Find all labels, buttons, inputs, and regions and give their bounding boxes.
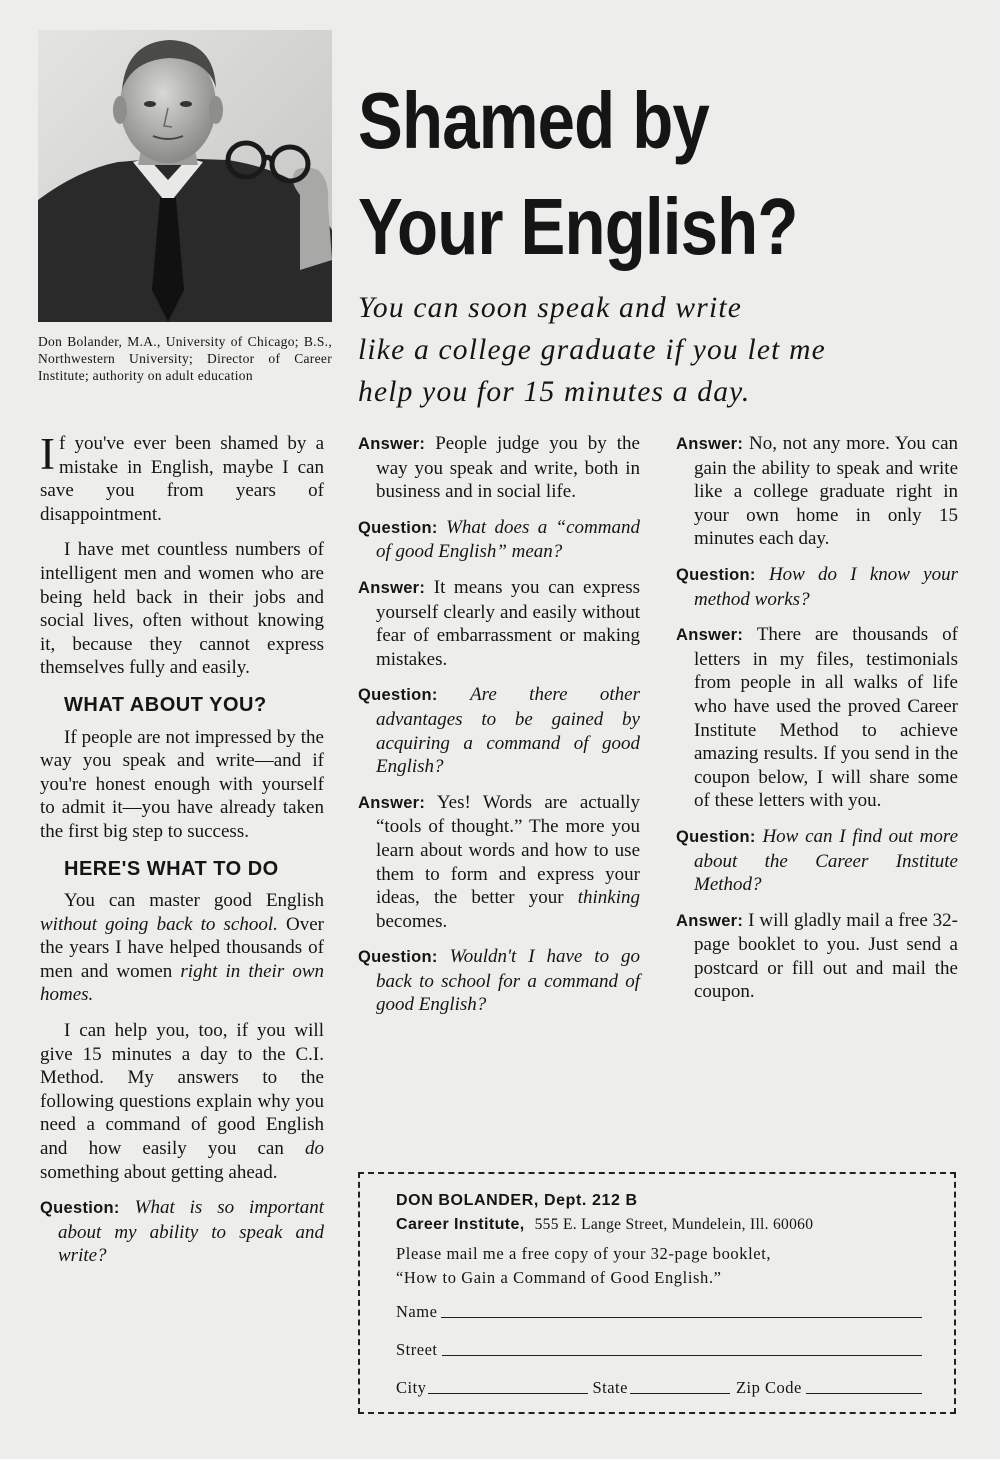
p5-italic-b: do <box>305 1138 324 1160</box>
drop-cap: I <box>40 429 55 479</box>
question-label: Question: <box>676 565 756 584</box>
paragraph-5 <box>40 1019 324 1184</box>
body-column-2 <box>358 432 640 1029</box>
mail-coupon <box>358 1172 956 1414</box>
question-label: Question: <box>358 518 438 537</box>
author-photo <box>38 30 332 322</box>
headline <box>358 68 862 280</box>
intro-paragraph <box>40 429 324 526</box>
street-label: Street <box>396 1340 438 1359</box>
answer-italic-b: thinking <box>577 887 640 909</box>
paragraph-4 <box>40 889 324 1007</box>
name-field[interactable] <box>441 1317 922 1318</box>
question-1 <box>40 1196 324 1268</box>
subheadline <box>358 287 958 413</box>
intro-text: f you've ever been shamed by a mistake in English, maybe I can save you from years of disappointment. <box>40 433 324 525</box>
answer-4 <box>676 432 958 551</box>
p5-text-c: something about getting ahead. <box>40 1161 278 1183</box>
p4-italic-d: right in their own homes. <box>40 960 324 1006</box>
coupon-address-line <box>396 1216 813 1234</box>
question-text: Are there other advantages to be gained by acquiring a command of good English? <box>376 684 640 778</box>
state-label: State <box>592 1378 628 1397</box>
question-6 <box>676 825 958 897</box>
paragraph-3: If people are not impressed by the way you speak and write—and if you're honest enough with yourself to admit it—you have already taken the first big step to success. <box>40 726 324 842</box>
subhead-line-2: like a college graduate if you let me <box>358 334 826 366</box>
photo-caption: Don Bolander, M.A., University of Chicago; B.S., Northwestern University; Director of Career Institute; authority on adult education <box>38 334 332 383</box>
p4-italic-b: without going back to school. <box>40 913 278 935</box>
section-heading-what-about-you: WHAT ABOUT YOU? <box>64 693 267 716</box>
answer-text-a: Yes! Words are actually “tools of thought.” The more you learn about words and how to use them to form and express your ideas, the better your <box>376 791 641 909</box>
answer-2 <box>358 576 640 671</box>
question-text: What is so important about my ability to speak and write? <box>58 1197 325 1267</box>
coupon-company: Career Institute, <box>396 1216 525 1233</box>
answer-text: No, not any more. You can gain the ability to speak and write like a college graduate right in your own home in only 15 minutes each day. <box>694 433 959 550</box>
answer-3 <box>358 791 640 934</box>
body-column-1 <box>40 429 325 1280</box>
answer-5 <box>676 623 958 813</box>
answer-label: Answer: <box>358 435 426 453</box>
name-row <box>396 1300 922 1322</box>
name-label: Name <box>396 1302 438 1321</box>
answer-text: I will gladly mail a free 32-page booklet to you. Just send a postcard or fill out and mail the coupon. <box>694 909 959 1003</box>
question-text: How can I find out more about the Career Institute Method? <box>694 825 958 896</box>
question-3 <box>358 683 640 778</box>
coupon-request-line-1: Please mail me a free copy of your 32-page booklet, <box>396 1244 772 1263</box>
answer-text: It means you can express yourself clearly and easily without fear of embarrassment or making mistakes. <box>376 576 640 670</box>
question-text: Wouldn't I have to go back to school for a command of good English? <box>376 946 640 1016</box>
answer-text-c: becomes. <box>376 910 448 932</box>
answer-1 <box>358 432 640 504</box>
coupon-request-line-2: “How to Gain a Command of Good English.” <box>396 1268 722 1287</box>
body-column-3 <box>676 432 958 1016</box>
p4-text-c: Over the years I have helped thousands of men and women <box>40 913 325 982</box>
answer-label: Answer: <box>676 626 744 645</box>
answer-label: Answer: <box>676 435 744 453</box>
question-text: How do I know your method works? <box>694 563 959 610</box>
section-heading-heres-what-to-do: HERE'S WHAT TO DO <box>64 857 279 880</box>
coupon-address: 555 E. Lange Street, Mundelein, Ill. 60060 <box>534 1216 814 1233</box>
question-label: Question: <box>40 1199 120 1218</box>
subhead-line-1: You can soon speak and write <box>358 292 743 324</box>
portrait-illustration <box>38 30 332 322</box>
coupon-recipient: DON BOLANDER, Dept. 212 B <box>396 1192 638 1209</box>
question-label: Question: <box>358 686 438 705</box>
question-5 <box>676 563 958 611</box>
headline-line-1: Shamed by <box>358 76 709 165</box>
city-field[interactable] <box>428 1393 588 1394</box>
answer-text: People judge you by the way you speak and write, both in business and in social life. <box>376 433 640 503</box>
subhead-line-3: help you for 15 minutes a day. <box>358 376 751 408</box>
question-label: Question: <box>358 948 438 967</box>
street-row <box>396 1338 922 1360</box>
street-field[interactable] <box>442 1355 923 1356</box>
answer-label: Answer: <box>676 911 744 930</box>
question-text: What does a “command of good English” mean? <box>376 516 640 563</box>
city-state-zip-row <box>396 1376 922 1398</box>
answer-label: Answer: <box>358 578 426 597</box>
question-2 <box>358 516 640 564</box>
answer-label: Answer: <box>358 793 426 812</box>
answer-6 <box>676 909 958 1004</box>
p4-text-a: You can master good English <box>64 890 324 912</box>
state-field[interactable] <box>630 1393 730 1394</box>
headline-line-2: Your English? <box>358 182 798 271</box>
paragraph-2: I have met countless numbers of intelligent men and women who are being held back in their jobs and social lives, often without knowing it, because they cannot express themselves fully and easily. <box>40 539 324 679</box>
p5-text-a: I can help you, too, if you will give 15 minutes a day to the C.I. Method. My answers to the following questions explain why you need a command of good English and how easily you can <box>40 1020 324 1160</box>
city-label: City <box>396 1378 427 1397</box>
zip-field[interactable] <box>806 1393 922 1394</box>
question-4 <box>358 945 640 1017</box>
answer-text: There are thousands of letters in my files, testimonials from people in all walks of life who have used the proved Career Institute Method to achieve amazing results. If you send in the coupon below, I will share some of these letters with you. <box>694 624 958 812</box>
question-label: Question: <box>676 827 756 846</box>
zip-label: Zip Code <box>735 1378 802 1397</box>
